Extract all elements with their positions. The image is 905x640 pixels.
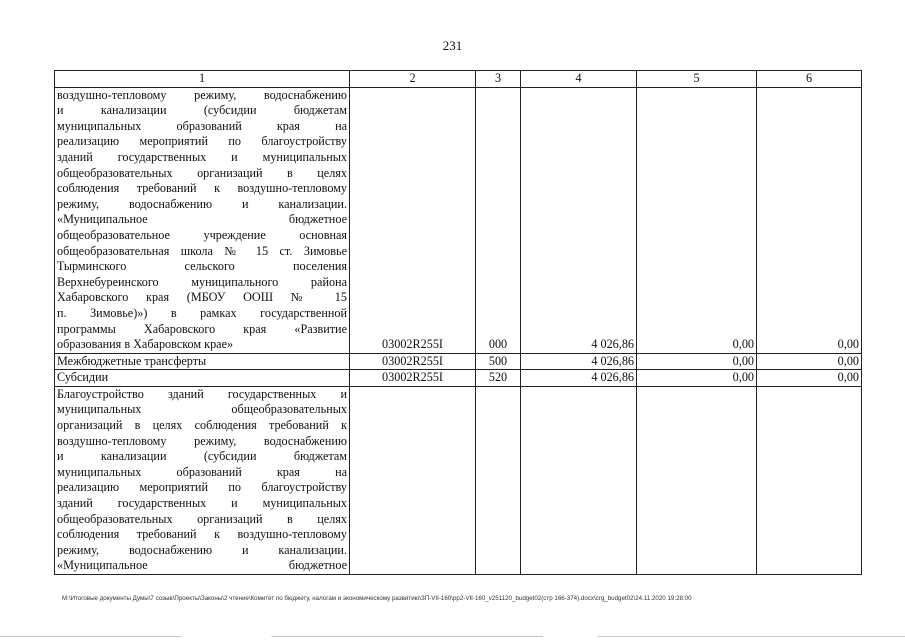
description-line: воздушно-тепловому режиму, водоснабжению bbox=[57, 87, 347, 102]
description-line: общеобразовательных организаций в целях bbox=[57, 511, 347, 526]
description-line: режиму, водоснабжению и канализации. bbox=[57, 196, 347, 211]
description-line: воздушно-тепловому режиму, водоснабжению bbox=[57, 433, 347, 448]
row-description bbox=[55, 353, 350, 370]
description-lines bbox=[57, 387, 347, 574]
column-6-value: 0,00 bbox=[757, 353, 862, 370]
table-row bbox=[55, 353, 862, 370]
target-article-code: 03002R255I bbox=[350, 87, 476, 353]
description-line: общеобразовательная школа № 15 ст. Зимовье bbox=[57, 243, 347, 258]
table-row bbox=[55, 370, 862, 387]
description-line: организаций в целях соблюдения требований к bbox=[57, 418, 347, 433]
scan-edge-divider bbox=[0, 636, 905, 637]
description-line: Хабаровского края (МБОУ ООШ № 15 bbox=[57, 290, 347, 305]
description-line: и канализации (субсидии бюджетам bbox=[57, 449, 347, 464]
column-5-value bbox=[637, 386, 757, 574]
description-line: Верхнебуреинского муниципального района bbox=[57, 274, 347, 289]
description-lines bbox=[57, 370, 347, 386]
page-number: 231 bbox=[442, 38, 463, 53]
description-line: и канализации (субсидии бюджетам bbox=[57, 103, 347, 118]
table-row bbox=[55, 386, 862, 574]
table-header-row bbox=[55, 71, 862, 88]
row-description bbox=[55, 87, 350, 353]
description-line: общеобразовательное учреждение основная bbox=[57, 227, 347, 242]
description-line: соблюдения требований к воздушно-тепловому bbox=[57, 527, 347, 542]
column-header: 3 bbox=[476, 71, 521, 88]
column-6-value: 0,00 bbox=[757, 87, 862, 353]
table-row bbox=[55, 87, 862, 353]
description-line: Субсидии bbox=[57, 370, 109, 385]
description-line: режиму, водоснабжению и канализации. bbox=[57, 542, 347, 557]
column-header: 2 bbox=[350, 71, 476, 88]
amount-value: 4 026,86 bbox=[521, 370, 637, 387]
target-article-code: 03002R255I bbox=[350, 353, 476, 370]
expense-type-code bbox=[476, 386, 521, 574]
description-line: муниципальных общеобразовательных bbox=[57, 402, 347, 417]
budget-table bbox=[54, 70, 862, 575]
description-line: «Муниципальное бюджетное bbox=[57, 212, 347, 227]
expense-type-code: 500 bbox=[476, 353, 521, 370]
column-5-value: 0,00 bbox=[637, 370, 757, 387]
document-file-path: M:\Итоговые документы Думы\7 созыв\Проекты\Законы\2 чтение\Комитет по бюджету, налогам и экономическому развитию\ЗП-VII-160\pp2-VII-160_v251120_budget02(стр 166-374).docx\crg_budget02\24.11.2020 19:28:00 bbox=[62, 595, 692, 602]
column-5-value: 0,00 bbox=[637, 87, 757, 353]
row-description bbox=[55, 386, 350, 574]
description-line: общеобразовательных организаций в целях bbox=[57, 165, 347, 180]
description-line: реализацию мероприятий по благоустройству bbox=[57, 134, 347, 149]
description-lines bbox=[57, 354, 347, 370]
description-line: зданий государственных и муниципальных bbox=[57, 149, 347, 164]
column-5-value: 0,00 bbox=[637, 353, 757, 370]
description-line: соблюдения требований к воздушно-тепловому bbox=[57, 181, 347, 196]
description-line: «Муниципальное бюджетное bbox=[57, 558, 347, 573]
description-line: муниципальных образований края на bbox=[57, 464, 347, 479]
expense-type-code: 520 bbox=[476, 370, 521, 387]
target-article-code: 03002R255I bbox=[350, 370, 476, 387]
row-description bbox=[55, 370, 350, 387]
amount-value bbox=[521, 386, 637, 574]
expense-type-code: 000 bbox=[476, 87, 521, 353]
description-line: п. Зимовье)») в рамках государственной bbox=[57, 305, 347, 320]
column-6-value: 0,00 bbox=[757, 370, 862, 387]
description-line: программы Хабаровского края «Развитие bbox=[57, 321, 347, 336]
description-line: зданий государственных и муниципальных bbox=[57, 496, 347, 511]
description-line: муниципальных образований края на bbox=[57, 118, 347, 133]
column-header: 6 bbox=[757, 71, 862, 88]
column-header: 5 bbox=[637, 71, 757, 88]
amount-value: 4 026,86 bbox=[521, 353, 637, 370]
column-header: 1 bbox=[55, 71, 350, 88]
amount-value: 4 026,86 bbox=[521, 87, 637, 353]
target-article-code bbox=[350, 386, 476, 574]
description-line: Тырминского сельского поселения bbox=[57, 259, 347, 274]
description-line: Межбюджетные трансферты bbox=[57, 353, 207, 368]
description-lines bbox=[57, 88, 347, 353]
description-line: реализацию мероприятий по благоустройству bbox=[57, 480, 347, 495]
description-line: образования в Хабаровском крае» bbox=[57, 337, 234, 352]
description-line: Благоустройство зданий государственных и bbox=[57, 386, 347, 401]
column-6-value bbox=[757, 386, 862, 574]
column-header: 4 bbox=[521, 71, 637, 88]
